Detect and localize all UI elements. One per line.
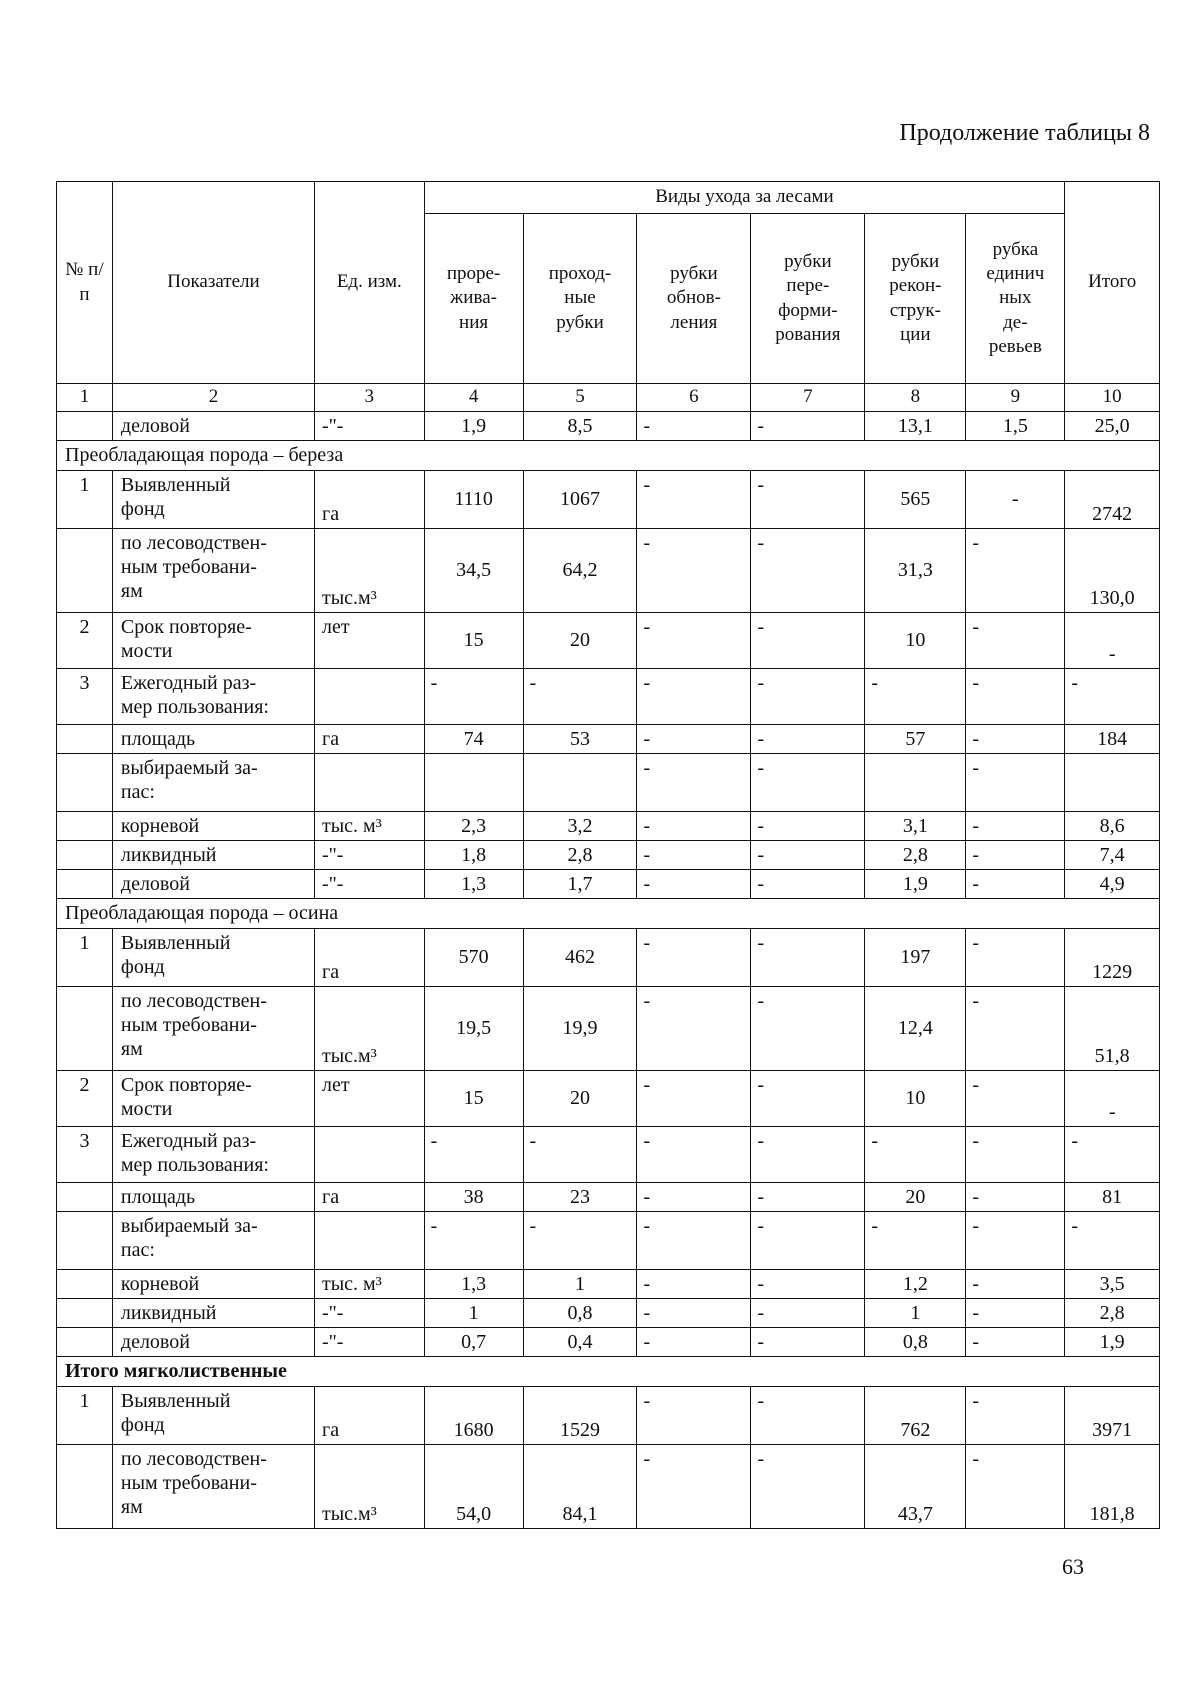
row-number: 1 xyxy=(57,928,113,986)
cell: - xyxy=(523,1126,637,1182)
cell: 2,8 xyxy=(1065,1298,1160,1327)
cell: 130,0 xyxy=(1065,528,1160,612)
row-unit: тыс.м³ xyxy=(314,1444,424,1528)
cell: - xyxy=(966,1182,1065,1211)
cell: 181,8 xyxy=(1065,1444,1160,1528)
table-row xyxy=(57,986,1160,1070)
row-number: 2 xyxy=(57,1070,113,1126)
cell: - xyxy=(751,1298,865,1327)
table-row xyxy=(57,724,1160,753)
cell: - xyxy=(523,1211,637,1269)
cell: 2,8 xyxy=(865,840,966,869)
row-unit: га xyxy=(314,1386,424,1444)
cell: - xyxy=(751,1211,865,1269)
table-row xyxy=(57,528,1160,612)
cell: 57 xyxy=(865,724,966,753)
cell: 53 xyxy=(523,724,637,753)
cell: - xyxy=(966,1327,1065,1356)
table-row xyxy=(57,811,1160,840)
row-unit: тыс. м³ xyxy=(314,1269,424,1298)
cell: 19,9 xyxy=(523,986,637,1070)
header-care-types: Виды ухода за лесами xyxy=(424,182,1065,214)
cell: 8,5 xyxy=(523,411,637,440)
row-label: по лесоводствен- ным требовани- ям xyxy=(112,528,314,612)
cell: - xyxy=(1065,612,1160,668)
row-unit: лет xyxy=(314,612,424,668)
cell: - xyxy=(751,840,865,869)
cell: 570 xyxy=(424,928,523,986)
row-unit: га xyxy=(314,928,424,986)
cell: - xyxy=(751,1386,865,1444)
table-row xyxy=(57,470,1160,528)
cell: 1,7 xyxy=(523,869,637,898)
cell: - xyxy=(966,1444,1065,1528)
cell: 1067 xyxy=(523,470,637,528)
cell: 25,0 xyxy=(1065,411,1160,440)
table-row xyxy=(57,1386,1160,1444)
cell: 1110 xyxy=(424,470,523,528)
cell: - xyxy=(966,1298,1065,1327)
row-label: ликвидный xyxy=(112,1298,314,1327)
cell: 20 xyxy=(523,612,637,668)
header-indicator: Показатели xyxy=(112,182,314,384)
table-row xyxy=(57,1269,1160,1298)
header-renewal-cuts: рубки обнов- ления xyxy=(637,214,751,384)
cell: 8,6 xyxy=(1065,811,1160,840)
cell: 10 xyxy=(865,1070,966,1126)
cell: - xyxy=(637,411,751,440)
cell: - xyxy=(966,928,1065,986)
cell: 19,5 xyxy=(424,986,523,1070)
cell: - xyxy=(966,612,1065,668)
row-label: корневой xyxy=(112,811,314,840)
cell: - xyxy=(424,668,523,724)
cell: - xyxy=(966,528,1065,612)
row-unit: лет xyxy=(314,1070,424,1126)
cell: - xyxy=(865,668,966,724)
col-number: 1 xyxy=(57,384,113,412)
cell: 762 xyxy=(865,1386,966,1444)
row-unit: тыс.м³ xyxy=(314,986,424,1070)
cell: - xyxy=(751,528,865,612)
cell: 51,8 xyxy=(1065,986,1160,1070)
cell: 1,9 xyxy=(1065,1327,1160,1356)
cell: 1 xyxy=(523,1269,637,1298)
cell: - xyxy=(751,1269,865,1298)
cell: - xyxy=(637,986,751,1070)
cell: - xyxy=(966,724,1065,753)
header-thinning: проре- жива- ния xyxy=(424,214,523,384)
row-label: Ежегодный раз- мер пользования: xyxy=(112,668,314,724)
row-label: корневой xyxy=(112,1269,314,1298)
header-passing-cuts: проход- ные рубки xyxy=(523,214,637,384)
cell: - xyxy=(637,470,751,528)
cell: 4,9 xyxy=(1065,869,1160,898)
cell: 0,8 xyxy=(865,1327,966,1356)
col-number: 6 xyxy=(637,384,751,412)
cell: - xyxy=(637,869,751,898)
cell: - xyxy=(751,753,865,811)
cell: - xyxy=(1065,1211,1160,1269)
cell: 2,3 xyxy=(424,811,523,840)
cell: - xyxy=(751,869,865,898)
column-numbers-row xyxy=(57,384,1160,412)
cell: 20 xyxy=(523,1070,637,1126)
cell: - xyxy=(637,1182,751,1211)
row-unit: -"- xyxy=(314,1298,424,1327)
cell: - xyxy=(637,840,751,869)
cell: - xyxy=(751,1126,865,1182)
col-number: 10 xyxy=(1065,384,1160,412)
cell: - xyxy=(966,811,1065,840)
forest-care-table xyxy=(56,181,1160,1529)
row-unit: тыс.м³ xyxy=(314,528,424,612)
row-label: Срок повторяе- мости xyxy=(112,1070,314,1126)
cell: - xyxy=(751,986,865,1070)
cell: - xyxy=(966,1070,1065,1126)
cell: 54,0 xyxy=(424,1444,523,1528)
table-row xyxy=(57,753,1160,811)
cell: - xyxy=(523,668,637,724)
page-number: 63 xyxy=(1062,1554,1084,1579)
table-row xyxy=(57,411,1160,440)
table-row xyxy=(57,1070,1160,1126)
continuation-caption: Продолжение таблицы 8 xyxy=(899,120,1150,146)
cell: 3971 xyxy=(1065,1386,1160,1444)
cell: - xyxy=(637,724,751,753)
row-label: площадь xyxy=(112,1182,314,1211)
table-row xyxy=(57,668,1160,724)
header-reconstruction-cuts: рубки рекон- струк- ции xyxy=(865,214,966,384)
cell: 15 xyxy=(424,612,523,668)
section-aspen: Преобладающая порода – осина xyxy=(57,898,1160,928)
cell: - xyxy=(637,1126,751,1182)
row-label: выбираемый за- пас: xyxy=(112,1211,314,1269)
cell: - xyxy=(637,612,751,668)
cell: - xyxy=(751,1327,865,1356)
cell: - xyxy=(637,753,751,811)
row-label: деловой xyxy=(112,869,314,898)
section-total-soft-leaved: Итого мягколиственные xyxy=(57,1356,1160,1386)
cell: - xyxy=(751,1070,865,1126)
cell: - xyxy=(966,840,1065,869)
row-label: по лесоводствен- ным требовани- ям xyxy=(112,1444,314,1528)
col-number: 2 xyxy=(112,384,314,412)
cell: - xyxy=(751,928,865,986)
cell: - xyxy=(424,1126,523,1182)
row-label: Выявленный фонд xyxy=(112,928,314,986)
row-label: Срок повторяе- мости xyxy=(112,612,314,668)
cell: - xyxy=(637,811,751,840)
table-row xyxy=(57,1182,1160,1211)
cell: - xyxy=(637,1211,751,1269)
cell: 64,2 xyxy=(523,528,637,612)
table-row xyxy=(57,1444,1160,1528)
cell: - xyxy=(637,668,751,724)
cell: - xyxy=(865,1211,966,1269)
cell: 0,4 xyxy=(523,1327,637,1356)
table-row xyxy=(57,612,1160,668)
cell: 184 xyxy=(1065,724,1160,753)
cell: - xyxy=(966,869,1065,898)
cell: 1229 xyxy=(1065,928,1160,986)
col-number: 4 xyxy=(424,384,523,412)
row-unit: га xyxy=(314,1182,424,1211)
cell: - xyxy=(637,528,751,612)
cell: 1 xyxy=(424,1298,523,1327)
row-number: 3 xyxy=(57,1126,113,1182)
cell: - xyxy=(637,1070,751,1126)
row-label: выбираемый за- пас: xyxy=(112,753,314,811)
table-row xyxy=(57,840,1160,869)
cell: - xyxy=(637,928,751,986)
cell: 1,3 xyxy=(424,869,523,898)
header-reformation-cuts: рубки пере- форми- рования xyxy=(751,214,865,384)
header-total: Итого xyxy=(1065,182,1160,384)
cell: - xyxy=(424,1211,523,1269)
cell: 81 xyxy=(1065,1182,1160,1211)
cell: 3,2 xyxy=(523,811,637,840)
cell: - xyxy=(751,470,865,528)
cell: - xyxy=(637,1386,751,1444)
cell: 462 xyxy=(523,928,637,986)
col-number: 5 xyxy=(523,384,637,412)
cell: 0,8 xyxy=(523,1298,637,1327)
row-number: 1 xyxy=(57,470,113,528)
header-unit: Ед. изм. xyxy=(314,182,424,384)
row-unit: -"- xyxy=(314,869,424,898)
cell: 43,7 xyxy=(865,1444,966,1528)
table-row xyxy=(57,1327,1160,1356)
cell: 3,1 xyxy=(865,811,966,840)
cell: 0,7 xyxy=(424,1327,523,1356)
cell: 12,4 xyxy=(865,986,966,1070)
cell: 197 xyxy=(865,928,966,986)
cell: - xyxy=(966,668,1065,724)
cell: 31,3 xyxy=(865,528,966,612)
cell: - xyxy=(966,1269,1065,1298)
row-unit: га xyxy=(314,470,424,528)
cell: - xyxy=(966,1211,1065,1269)
row-label: площадь xyxy=(112,724,314,753)
cell: - xyxy=(751,811,865,840)
table-row xyxy=(57,1126,1160,1182)
cell: 34,5 xyxy=(424,528,523,612)
section-birch: Преобладающая порода – береза xyxy=(57,440,1160,470)
table-row xyxy=(57,1211,1160,1269)
cell: - xyxy=(966,753,1065,811)
row-unit: га xyxy=(314,724,424,753)
col-number: 3 xyxy=(314,384,424,412)
header-num: № п/п xyxy=(57,182,113,384)
cell: - xyxy=(637,1327,751,1356)
cell: - xyxy=(751,668,865,724)
cell: 2,8 xyxy=(523,840,637,869)
cell: 1529 xyxy=(523,1386,637,1444)
row-unit: -"- xyxy=(314,840,424,869)
cell: - xyxy=(751,724,865,753)
cell: 1,5 xyxy=(966,411,1065,440)
row-number: 3 xyxy=(57,668,113,724)
cell: 1,9 xyxy=(865,869,966,898)
col-number: 8 xyxy=(865,384,966,412)
cell: - xyxy=(751,411,865,440)
cell: 20 xyxy=(865,1182,966,1211)
cell: 84,1 xyxy=(523,1444,637,1528)
row-number: 2 xyxy=(57,612,113,668)
cell: - xyxy=(966,1386,1065,1444)
col-number: 7 xyxy=(751,384,865,412)
cell: 565 xyxy=(865,470,966,528)
row-number: 1 xyxy=(57,1386,113,1444)
cell: - xyxy=(637,1269,751,1298)
cell: 15 xyxy=(424,1070,523,1126)
table-row xyxy=(57,928,1160,986)
cell: - xyxy=(865,1126,966,1182)
cell: 1,3 xyxy=(424,1269,523,1298)
cell: 74 xyxy=(424,724,523,753)
cell: - xyxy=(1065,1126,1160,1182)
cell: - xyxy=(637,1298,751,1327)
header-single-tree-cuts: рубка единич ных де- ревьев xyxy=(966,214,1065,384)
row-label: Выявленный фонд xyxy=(112,470,314,528)
table-row xyxy=(57,1298,1160,1327)
cell: 23 xyxy=(523,1182,637,1211)
row-unit: -"- xyxy=(314,411,424,440)
cell: 1,2 xyxy=(865,1269,966,1298)
table-row xyxy=(57,869,1160,898)
col-number: 9 xyxy=(966,384,1065,412)
cell: - xyxy=(1065,668,1160,724)
row-unit: тыс. м³ xyxy=(314,811,424,840)
cell: 7,4 xyxy=(1065,840,1160,869)
row-label: по лесоводствен- ным требовани- ям xyxy=(112,986,314,1070)
cell: 1,8 xyxy=(424,840,523,869)
cell: 1,9 xyxy=(424,411,523,440)
cell: 3,5 xyxy=(1065,1269,1160,1298)
cell: 1680 xyxy=(424,1386,523,1444)
cell: 13,1 xyxy=(865,411,966,440)
cell: - xyxy=(966,1126,1065,1182)
cell: 38 xyxy=(424,1182,523,1211)
cell: 10 xyxy=(865,612,966,668)
cell: - xyxy=(1065,1070,1160,1126)
cell: - xyxy=(751,1444,865,1528)
cell: - xyxy=(637,1444,751,1528)
row-label: Выявленный фонд xyxy=(112,1386,314,1444)
row-label: Ежегодный раз- мер пользования: xyxy=(112,1126,314,1182)
cell: 2742 xyxy=(1065,470,1160,528)
row-label: деловой xyxy=(112,411,314,440)
cell: - xyxy=(751,1182,865,1211)
row-label: ликвидный xyxy=(112,840,314,869)
row-label: деловой xyxy=(112,1327,314,1356)
cell: - xyxy=(751,612,865,668)
cell: - xyxy=(966,470,1065,528)
cell: 1 xyxy=(865,1298,966,1327)
cell: - xyxy=(966,986,1065,1070)
row-unit: -"- xyxy=(314,1327,424,1356)
